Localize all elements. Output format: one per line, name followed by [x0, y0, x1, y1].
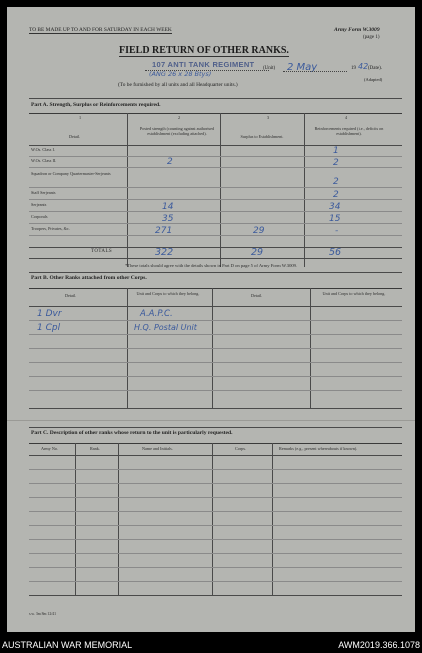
- form-title: FIELD RETURN OF OTHER RANKS.: [119, 45, 289, 56]
- unit-line: [145, 70, 269, 71]
- part-b-col-detail-2: Detail.: [251, 293, 263, 298]
- posted-troopers: 271: [155, 226, 173, 236]
- part-b-col-unit-1: Unit and Corps to which they belong.: [136, 291, 200, 296]
- posted-wo-class-2: 2: [167, 157, 173, 167]
- col-number-1: 1: [79, 115, 82, 120]
- part-a-vline-1: [127, 113, 128, 267]
- row-rule: [29, 511, 402, 512]
- part-a-vline-3: [304, 113, 305, 267]
- part-a-vline-2: [220, 113, 221, 267]
- part-a-top-rule: [29, 98, 402, 99]
- part-c-col-remarks: Remarks (e.g., present whereabouts if known).: [279, 446, 358, 451]
- col-header-surplus: Surplus to Establishment.: [240, 134, 284, 139]
- row-label-serjeants: Serjeants: [31, 202, 47, 207]
- row-rule: [29, 525, 402, 526]
- part-a-header-rule: [29, 113, 402, 114]
- part-c-col-army-no: Army No.: [41, 446, 58, 451]
- posted-serjeants: 14: [162, 202, 174, 212]
- part-c-vline-4: [272, 443, 273, 595]
- unit-label: (Unit): [263, 66, 276, 71]
- part-b-top-rule: [29, 272, 402, 273]
- footer-accession-number: AWM2019.366.1078: [338, 640, 420, 650]
- totals-bottom-rule: [29, 258, 402, 259]
- part-c-heading: Part C. Description of other ranks whose return to the unit is particularly requested.: [31, 430, 233, 436]
- row-rule: [29, 187, 402, 188]
- reinf-staff-serjeants: 2: [333, 190, 339, 200]
- total-reinforcements: 56: [329, 247, 342, 258]
- row-rule: [29, 199, 402, 200]
- row-rule: [29, 376, 402, 377]
- part-c-col-name: Name and Initials.: [142, 446, 173, 451]
- part-b-row-1-detail: 1 Dvr: [37, 309, 62, 319]
- reinf-wo-class-2: 2: [333, 158, 339, 168]
- totals-label: TOTALS: [91, 249, 113, 254]
- row-rule: [29, 483, 402, 484]
- col-number-2: 2: [178, 115, 181, 120]
- totals-top-rule: [29, 247, 402, 248]
- form-page: [7, 7, 415, 632]
- row-rule: [29, 497, 402, 498]
- row-rule: [29, 334, 402, 335]
- posted-corporals: 35: [162, 214, 174, 224]
- date-line: [283, 71, 347, 72]
- row-label-cqms: Squadron or Company Quartermaster-Serjeants: [31, 171, 111, 176]
- row-rule: [29, 539, 402, 540]
- row-rule: [29, 553, 402, 554]
- date-handwritten: 2 May: [287, 62, 318, 73]
- row-rule: [29, 567, 402, 568]
- total-surplus: 29: [251, 247, 264, 258]
- part-b-heading: Part B. Other Ranks attached from other Corps.: [31, 275, 147, 281]
- part-c-vline-2: [118, 443, 119, 595]
- unit-stamp: 107 ANTI TANK REGIMENT: [152, 60, 255, 69]
- row-rule: [29, 362, 402, 363]
- part-b-row-2-detail: 1 Cpl: [37, 323, 61, 333]
- print-code: s.w. 3m 8m 12/41: [29, 612, 57, 616]
- row-rule: [29, 223, 402, 224]
- row-rule: [29, 469, 402, 470]
- part-c-col-header-bottom: [29, 455, 402, 456]
- date-label: (Date).: [368, 66, 383, 71]
- part-c-vline-1: [75, 443, 76, 595]
- year-handwritten: 42: [358, 62, 369, 71]
- row-label-corporals: Corporals: [31, 214, 48, 219]
- surplus-troopers: 29: [253, 226, 265, 236]
- part-b-col-detail-1: Detail.: [65, 293, 77, 298]
- row-label-troopers: Troopers, Privates, &c.: [31, 226, 70, 231]
- part-b-header-rule: [29, 288, 402, 289]
- top-note: TO BE MADE UP TO AND FOR SATURDAY IN EACH WEEK: [29, 27, 172, 33]
- archive-footer: [0, 638, 422, 653]
- col-header-posted: Posted strength (counting against authorised establishment (excluding attached).: [139, 126, 215, 136]
- row-rule: [29, 211, 402, 212]
- part-c-vline-3: [212, 443, 213, 595]
- army-form-label: Army Form W.3009: [334, 27, 380, 33]
- part-c-col-rank: Rank.: [90, 446, 100, 451]
- part-b-col-header-bottom: [29, 306, 402, 307]
- reinf-cqms: 2: [333, 177, 339, 187]
- row-rule: [29, 581, 402, 582]
- part-c-top-rule: [29, 427, 402, 428]
- row-label-wo-class-2: W.Os. Class II.: [31, 158, 57, 163]
- part-b-row-1-unit: A.A.P.C.: [140, 309, 173, 319]
- col-number-3: 3: [267, 115, 270, 120]
- col-header-detail: Detail.: [69, 134, 81, 139]
- row-label-wo-class-1: W.Os. Class I.: [31, 147, 55, 152]
- page-number: (page 1): [363, 35, 380, 40]
- year-prefix: 19: [351, 66, 356, 71]
- totals-note: *These totals should agree with the details shown in Part D on page 5 of Army Form W.3009.: [125, 263, 298, 268]
- part-b-row-2-unit: H.Q. Postal Unit: [134, 323, 197, 332]
- row-rule: [29, 348, 402, 349]
- total-posted: 322: [155, 247, 174, 258]
- part-b-bottom-rule: [29, 408, 402, 409]
- col-number-4: 4: [345, 115, 348, 120]
- reinf-wo-class-1: 1: [333, 146, 339, 156]
- col-header-reinforcements: Reinforcements required (i.e., deficits on establishment).: [314, 126, 384, 136]
- reinf-serjeants: 34: [329, 202, 341, 212]
- furnished-note: (To be furnished by all units and all Headquarter units.): [118, 82, 238, 88]
- footer-institution: AUSTRALIAN WAR MEMORIAL: [2, 640, 133, 650]
- row-rule: [29, 320, 402, 321]
- part-a-heading: Part A. Strength, Surplus or Reinforcements required.: [31, 102, 161, 108]
- adapted-label: (Adapted): [364, 77, 383, 82]
- row-label-staff-serjeants: Staff Serjeants: [31, 190, 56, 195]
- row-rule: [29, 235, 402, 236]
- unit-handwritten-note: (ANG 26 x 28 Btys): [149, 70, 212, 78]
- reinf-corporals: 15: [329, 214, 341, 224]
- fold-line: [7, 420, 415, 421]
- part-a-col-header-bottom: [29, 145, 402, 146]
- part-c-header-rule: [29, 443, 402, 444]
- reinf-troopers: -: [335, 226, 339, 236]
- part-b-col-unit-2: Unit and Corps to which they belong.: [322, 291, 386, 296]
- part-c-bottom-rule: [29, 595, 402, 596]
- row-rule: [29, 167, 402, 168]
- row-rule: [29, 390, 402, 391]
- row-rule: [29, 156, 402, 157]
- part-c-col-corps: Corps.: [235, 446, 247, 451]
